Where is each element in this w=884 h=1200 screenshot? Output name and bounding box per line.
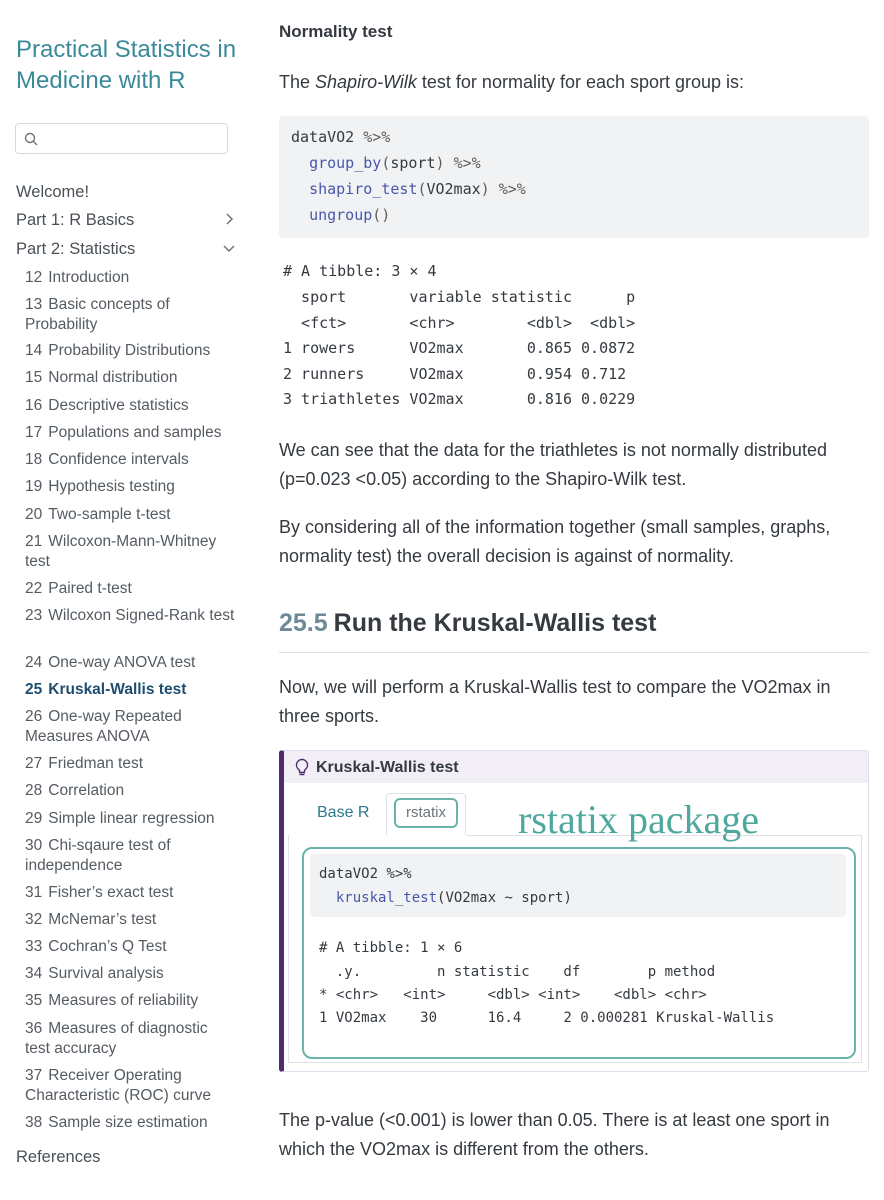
sidebar-item-label: Part 2: Statistics [16, 240, 136, 258]
chapter-number: 29 [25, 810, 43, 827]
sidebar-chapter-22[interactable] [25, 579, 235, 599]
sidebar-chapter-21[interactable] [25, 532, 235, 572]
chapter-label: Correlation [48, 782, 125, 799]
output-line: 3 triathletes VO2max 0.816 0.0229 [283, 390, 636, 408]
chapter-label: Probability Distributions [48, 342, 211, 359]
chapter-label: One-way Repeated Measures ANOVA [25, 708, 182, 745]
chapter-label: Basic concepts of Probability [25, 296, 170, 333]
site-title[interactable]: Practical Statistics in Medicine with R [16, 36, 237, 94]
chapter-label: Fisher’s exact test [48, 884, 174, 901]
chapter-label: Paired t-test [48, 580, 132, 597]
sidebar-chapter-25-active[interactable] [25, 680, 235, 700]
sidebar-chapter-27[interactable] [25, 754, 235, 774]
output-line: .y. n statistic df p method [319, 964, 716, 980]
output-line: 2 runners VO2max 0.954 0.712 [283, 365, 636, 383]
chapter-number: 36 [25, 1020, 43, 1037]
sidebar-chapter-20[interactable] [25, 505, 235, 525]
code-line: kruskal_test(VO2max ~ sport) [335, 890, 572, 906]
sidebar-chapter-14[interactable] [25, 341, 235, 361]
chapter-number: 16 [25, 397, 43, 414]
sidebar-item-part1[interactable] [16, 209, 236, 231]
sidebar-item-label: Part 1: R Basics [16, 211, 135, 229]
chapter-label: One-way ANOVA test [48, 654, 196, 671]
callout-title: Kruskal-Wallis test [316, 759, 459, 776]
chapter-number: 34 [25, 965, 43, 982]
code-line: shapiro_test(VO2max) %>% [309, 180, 526, 198]
tab-rstatix-label: rstatix [394, 798, 458, 828]
intro-emphasis: Shapiro-Wilk [315, 72, 417, 92]
chapter-number: 30 [25, 837, 43, 854]
chapter-label: Descriptive statistics [48, 397, 189, 414]
chapter-number: 20 [25, 506, 43, 523]
chapter-number: 25 [25, 681, 43, 698]
sidebar-item-part2[interactable] [16, 238, 236, 260]
chapter-label: Sample size estimation [48, 1114, 208, 1131]
code-block-kruskal[interactable] [310, 854, 846, 917]
sidebar-chapter-26[interactable] [25, 707, 235, 747]
chapter-number: 17 [25, 424, 43, 441]
output-line: * <chr> <int> <dbl> <int> <dbl> <chr> [319, 987, 707, 1003]
sidebar-chapter-30[interactable] [25, 836, 235, 876]
chapter-label: Simple linear regression [48, 810, 215, 827]
callout-kruskal [279, 750, 869, 1072]
kruskal-intro-paragraph: Now, we will perform a Kruskal-Wallis test to compare the VO2max in three sports. [279, 677, 831, 726]
chapter-number: 28 [25, 782, 43, 799]
sidebar-chapter-35[interactable] [25, 991, 235, 1011]
chapter-number: 22 [25, 580, 43, 597]
code-line: dataVO2 %>% [319, 866, 412, 882]
search-icon [24, 132, 38, 146]
code-line: dataVO2 %>% [291, 128, 391, 146]
output-line: # A tibble: 1 × 6 [319, 940, 463, 956]
chapter-label: Confidence intervals [48, 451, 189, 468]
chapter-label: Wilcoxon Signed-Rank test [48, 607, 235, 624]
tab-rstatix[interactable] [386, 793, 466, 835]
chapter-number: 33 [25, 938, 43, 955]
output-line: # A tibble: 3 × 4 [283, 262, 437, 280]
chapter-label: Introduction [48, 269, 130, 286]
code-block-shapiro[interactable] [279, 116, 869, 238]
chapter-number: 38 [25, 1114, 43, 1131]
sidebar-chapter-19[interactable] [25, 477, 235, 497]
chapter-number: 31 [25, 884, 43, 901]
lightbulb-icon [294, 758, 310, 778]
sidebar-chapter-38[interactable] [25, 1113, 235, 1133]
chapter-label: Chi-sqaure test of independence [25, 837, 171, 874]
chapter-label: Cochran’s Q Test [48, 938, 167, 955]
chapter-label: Measures of diagnostic test accuracy [25, 1020, 208, 1057]
chapter-number: 19 [25, 478, 43, 495]
sidebar-chapter-18[interactable] [25, 450, 235, 470]
section-heading [279, 609, 656, 638]
output-line: 1 VO2max 30 16.4 2 0.000281 Kruskal-Wallis [319, 1010, 775, 1026]
code-line: group_by(sport) %>% [309, 154, 481, 172]
sidebar-chapter-23[interactable] [25, 606, 235, 626]
section-number: 25.5 [279, 609, 328, 637]
chapter-label: Kruskal-Wallis test [48, 681, 187, 698]
chapter-number: 18 [25, 451, 43, 468]
chapter-number: 15 [25, 369, 43, 386]
chapter-label: Two-sample t-test [48, 506, 171, 523]
output-line: 1 rowers VO2max 0.865 0.0872 [283, 339, 636, 357]
sidebar-chapter-15[interactable] [25, 368, 235, 388]
chapter-label: Populations and samples [48, 424, 222, 441]
chapter-label: Receiver Operating Characteristic (ROC) curve [25, 1067, 212, 1104]
sidebar-chapter-37[interactable] [25, 1066, 235, 1106]
sidebar-chapter-28[interactable] [25, 781, 235, 801]
sidebar-chapter-12[interactable] [25, 268, 235, 288]
chapter-number: 32 [25, 911, 43, 928]
output-line: sport variable statistic p [283, 288, 636, 306]
sidebar-chapter-31[interactable] [25, 883, 235, 903]
sidebar-item-references[interactable]: References [16, 1148, 101, 1166]
chapter-number: 23 [25, 607, 43, 624]
chapter-number: 14 [25, 342, 43, 359]
rstatix-annotation: rstatix package [518, 797, 759, 842]
sidebar-chapter-17[interactable] [25, 423, 235, 443]
tab-base-r[interactable]: Base R [317, 804, 370, 821]
output-line: <fct> <chr> <dbl> <dbl> [283, 314, 636, 332]
chapter-number: 21 [25, 533, 43, 550]
intro-text-post: test for normality for each sport group is: [416, 72, 745, 92]
chapter-number: 26 [25, 708, 43, 725]
chapter-number: 13 [25, 296, 43, 313]
section-title: Run the Kruskal-Wallis test [333, 609, 657, 637]
sidebar-chapter-32[interactable] [25, 910, 235, 930]
shapiro-intro-paragraph [279, 68, 864, 97]
chapter-number: 27 [25, 755, 43, 772]
chapter-number: 35 [25, 992, 43, 1009]
sidebar-chapter-36[interactable] [25, 1019, 235, 1059]
intro-text: The [279, 72, 316, 92]
code-line: ungroup() [309, 206, 391, 224]
sidebar-chapter-13[interactable] [25, 295, 235, 335]
chevron-right-icon[interactable] [222, 212, 236, 226]
search-input[interactable] [15, 123, 228, 154]
chapter-number: 37 [25, 1067, 43, 1084]
sidebar-chapter-34[interactable] [25, 964, 235, 984]
triathletes-paragraph: We can see that the data for the triathletes is not normally distributed (p=0.023 <0.05) according to the Shapiro-Wilk test. [279, 440, 827, 489]
chapter-label: McNemar’s test [48, 911, 157, 928]
callout-header [284, 751, 868, 783]
chapter-label: Friedman test [48, 755, 144, 772]
sidebar-chapter-16[interactable] [25, 396, 235, 416]
chapter-label: Hypothesis testing [48, 478, 175, 495]
overall-decision-paragraph: By considering all of the information together (small samples, graphs, normality test) the overall decision is against of normality. [279, 517, 831, 566]
sidebar-chapter-33[interactable] [25, 937, 235, 957]
chapter-label: Normal distribution [48, 369, 178, 386]
normality-test-heading: Normality test [279, 22, 393, 41]
sidebar-chapter-24[interactable] [25, 653, 235, 673]
chapter-label: Wilcoxon-Mann-Whitney test [25, 533, 217, 570]
sidebar-chapter-29[interactable] [25, 809, 235, 829]
chevron-down-icon[interactable] [222, 241, 236, 255]
sidebar [0, 0, 250, 1200]
sidebar-item-welcome[interactable]: Welcome! [16, 183, 90, 201]
divider [279, 652, 869, 653]
chapter-label: Survival analysis [48, 965, 164, 982]
chapter-number: 12 [25, 269, 43, 286]
p-value-paragraph: The p-value (<0.001) is lower than 0.05. There is at least one sport in which the VO2max is different from the others. [279, 1110, 830, 1159]
chapter-label: Measures of reliability [48, 992, 199, 1009]
chapter-number: 24 [25, 654, 43, 671]
